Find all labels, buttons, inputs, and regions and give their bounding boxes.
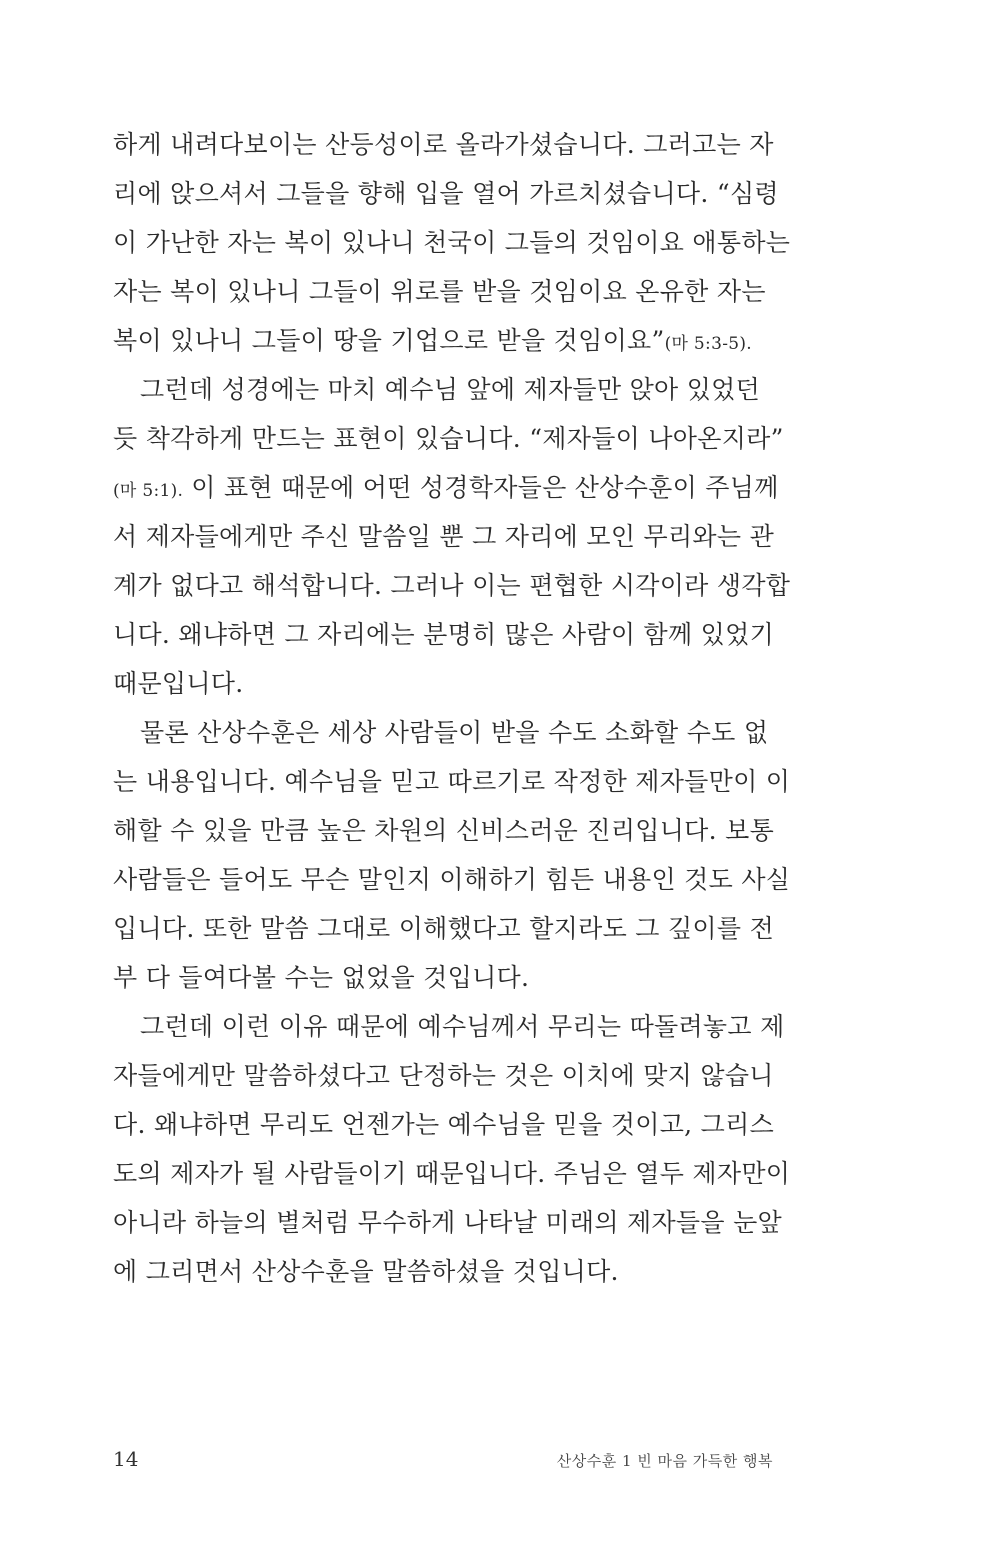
line-text: 아니라 하늘의 별처럼 무수하게 나타날 미래의 제자들을 눈앞 (113, 1208, 782, 1237)
text-line (113, 811, 773, 860)
text-line (113, 517, 773, 566)
text-line (113, 419, 784, 468)
text-line (113, 272, 773, 321)
line-text: 그런데 이런 이유 때문에 예수님께서 무리는 따돌려놓고 제 (140, 1012, 785, 1041)
text-line (113, 566, 791, 615)
text-line (113, 713, 773, 762)
line-text: 도의 제자가 될 사람들이기 때문입니다. 주님은 열두 제자만이 (113, 1159, 791, 1188)
line-text: 사람들은 들어도 무슨 말인지 이해하기 힘든 내용인 것도 사실 (113, 865, 791, 894)
text-line (113, 321, 773, 370)
body-text (113, 125, 791, 1301)
text-line (113, 174, 779, 223)
text-line (113, 860, 791, 909)
text-line (113, 223, 791, 272)
text-line (113, 1007, 785, 1056)
line-text: 입니다. 또한 말씀 그대로 이해했다고 할지라도 그 깊이를 전 (113, 914, 775, 943)
line-text: 리에 앉으셔서 그들을 향해 입을 열어 가르치셨습니다. “심령 (113, 179, 779, 208)
scripture-reference: (마 5:1). (113, 481, 184, 501)
text-line (113, 1203, 782, 1252)
line-text: 복이 있나니 그들이 땅을 기업으로 받을 것임이요” (113, 326, 665, 355)
line-text: 때문입니다. (113, 669, 244, 698)
text-line (113, 370, 773, 419)
page-number: 14 (113, 1447, 139, 1471)
text-line (113, 958, 773, 1007)
line-text: 해할 수 있을 만큼 높은 차원의 신비스러운 진리입니다. 보통 (113, 816, 775, 845)
line-text: 는 내용입니다. 예수님을 믿고 따르기로 작정한 제자들만이 이 (113, 767, 791, 796)
text-line (113, 468, 779, 517)
line-text: 다. 왜냐하면 무리도 언젠가는 예수님을 믿을 것이고, 그리스 (113, 1110, 775, 1139)
line-text: 물론 산상수훈은 세상 사람들이 받을 수도 소화할 수도 없 (140, 718, 769, 747)
line-text: 서 제자들에게만 주신 말씀일 뿐 그 자리에 모인 무리와는 관 (113, 522, 775, 551)
text-line (113, 1105, 773, 1154)
text-line (113, 125, 773, 174)
scripture-reference: (마 5:3-5). (664, 334, 752, 354)
text-line (113, 1252, 773, 1301)
page-footer (113, 1447, 773, 1471)
text-line (113, 762, 791, 811)
line-text: 이 가난한 자는 복이 있나니 천국이 그들의 것임이요 애통하는 (113, 228, 791, 257)
line-text: 부 다 들여다볼 수는 없었을 것입니다. (113, 963, 530, 992)
line-text: 에 그리면서 산상수훈을 말씀하셨을 것입니다. (113, 1257, 619, 1286)
line-text: 계가 없다고 해석합니다. 그러나 이는 편협한 시각이라 생각합 (113, 571, 791, 600)
text-line (113, 1056, 773, 1105)
line-text: 듯 착각하게 만드는 표현이 있습니다. “제자들이 나아온지라” (113, 424, 784, 453)
line-text: 자들에게만 말씀하셨다고 단정하는 것은 이치에 맞지 않습니 (113, 1061, 774, 1090)
text-line (113, 615, 773, 664)
running-title: 산상수훈 1 빈 마음 가득한 행복 (556, 1452, 773, 1470)
text-line (113, 909, 773, 958)
text-line (113, 664, 773, 713)
line-text: 하게 내려다보이는 산등성이로 올라가셨습니다. 그러고는 자 (113, 130, 774, 159)
text-line (113, 1154, 791, 1203)
line-text: 이 표현 때문에 어떤 성경학자들은 산상수훈이 주님께 (191, 473, 779, 502)
line-text: 니다. 왜냐하면 그 자리에는 분명히 많은 사람이 함께 있었기 (113, 620, 775, 649)
line-text: 그런데 성경에는 마치 예수님 앞에 제자들만 앉아 있었던 (140, 375, 761, 404)
line-text: 자는 복이 있나니 그들이 위로를 받을 것임이요 온유한 자는 (113, 277, 766, 306)
